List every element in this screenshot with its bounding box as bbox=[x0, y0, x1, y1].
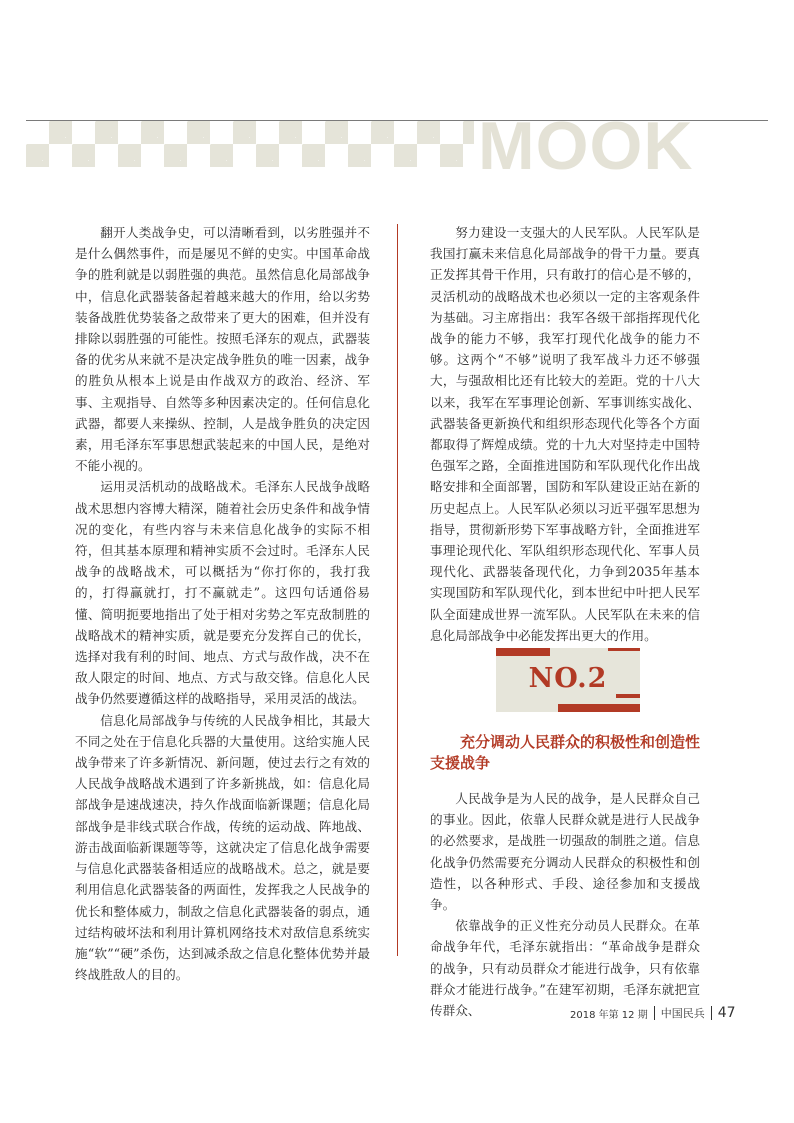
badge-accent-bar bbox=[608, 648, 640, 651]
right-column bbox=[430, 222, 700, 646]
paragraph: 信息化局部战争与传统的人民战争相比，其最大不同之处在于信息化兵器的大量使用。这给实施人民战争带来了许多新情况、新问题，使过去行之有效的人民战争战略战术遇到了许多新挑战，如：信息化局部战争是速战速决，持久作战面临新课题；信息化局部战争是非线式联合作战，传统的运动战、阵地战、游击战面临新课题等等，这就决定了信息化战争需要与信息化武器装备相适应的战略战术。总之，就是要利用信息化武器装备的两面性，发挥我之人民战争的优长和整体威力，制敌之信息化武器装备的弱点，通过结构破坏法和利用计算机网络技术对敌信息系统实施“软”“硬”杀伤，达到减杀敌之信息化整体优势并最终战胜敌人的目的。 bbox=[75, 712, 370, 983]
badge-accent-bar bbox=[616, 694, 640, 698]
magazine-name: 中国民兵 bbox=[660, 1007, 705, 1020]
section-heading: 充分调动人民群众的积极性和创造性支援战争 bbox=[430, 733, 701, 772]
badge-accent-bar bbox=[496, 648, 550, 656]
page-footer bbox=[570, 1002, 736, 1024]
paragraph: 依靠战争的正义性充分动员人民群众。在革命战争年代，毛泽东就指出：“革命战争是群众的战争，只有动员群众才能进行战争，只有依靠群众才能进行战争。”在建军初期，毛泽东就把宣传群众、 bbox=[430, 918, 700, 1019]
footer-separator bbox=[654, 1006, 655, 1020]
section-number: NO.2 bbox=[528, 663, 608, 694]
paragraph: 翻开人类战争史，可以清晰看到，以劣胜强并不是什么偶然事件，而是屡见不鲜的史实。中国革命战争的胜利就是以弱胜强的典范。虽然信息化局部战争中，信息化武器装备起着越来越大的作用，给以劣势装备战胜优势装备之敌带来了更大的困难，但并没有排除以弱胜强的可能性。按照毛泽东的观点，武器装备的优劣从来就不是决定战争胜负的唯一因素，战争的胜负从根本上说是由作战双方的政治、经济、军事、主观指导、自然等多种因素决定的。任何信息化武器，都要人来操纵、控制，人是战争胜负的决定因素，用毛泽东军事思想武装起来的中国人民，是绝对不能小视的。 bbox=[75, 225, 370, 474]
footer-separator bbox=[711, 1006, 712, 1020]
section-number-badge bbox=[496, 648, 640, 712]
checker-pattern bbox=[26, 121, 474, 167]
badge-accent-bar bbox=[558, 704, 640, 712]
paragraph: 人民战争是为人民的战争，是人民群众自己的事业。因此，依靠人民群众就是进行人民战争的必然要求，是战胜一切强敌的制胜之道。信息化战争仍然需要充分调动人民群众的积极性和创造性，以各种形式、手段、途径参加和支援战争。 bbox=[430, 791, 700, 913]
column-divider bbox=[397, 224, 398, 956]
header-watermark: MOOK bbox=[478, 108, 694, 184]
section-body bbox=[430, 788, 700, 1021]
paragraph: 努力建设一支强大的人民军队。人民军队是我国打赢未来信息化局部战争的骨干力量。要真正发挥其骨干作用，只有敢打的信心是不够的，灵活机动的战略战术也必须以一定的主客观条件为基础。习主席指出：我军各级干部指挥现代化战争的能力不够，我军打现代化战争的能力不够。这两个“不够”说明了我军战斗力还不够强大，与强敌相比还有比较大的差距。党的十八大以来，我军在军事理论创新、军事训练实战化、武器装备更新换代和组织形态现代化等各个方面都取得了辉煌成绩。党的十九大对坚持走中国特色强军之路，全面推进国防和军队现代化作出战略安排和全面部署，国防和军队建设正站在新的历史起点上。人民军队必须以习近平强军思想为指导，贯彻新形势下军事战略方针，全面推进军事理论现代化、军队组织形态现代化、军事人员现代化、武器装备现代化，力争到2035年基本实现国防和军队现代化，到本世纪中叶把人民军队全面建成世界一流军队。人民军队在未来的信息化局部战争中必能发挥出更大的作用。 bbox=[430, 225, 700, 643]
paragraph: 运用灵活机动的战略战术。毛泽东人民战争战略战术思想内容博大精深，随着社会历史条件和战争情况的变化，有些内容与未来信息化战争的实际不相符，但其基本原理和精神实质不会过时。毛泽东人民战争的战略战术，可以概括为“你打你的，我打我的，打得赢就打，打不赢就走”。这四句话通俗易懂、简明扼要地指出了处于相对劣势之军克敌制胜的战略战术的精神实质，就是要充分发挥自己的优长，选择对我有利的时间、地点、方式与敌作战，决不在敌人限定的时间、地点、方式与敌交锋。信息化人民战争仍然要遵循这样的战略指导，采用灵活的战法。 bbox=[75, 479, 370, 707]
page-number: 47 bbox=[717, 1005, 736, 1021]
issue-label: 2018 年第 12 期 bbox=[570, 1009, 648, 1021]
left-column bbox=[75, 222, 370, 985]
